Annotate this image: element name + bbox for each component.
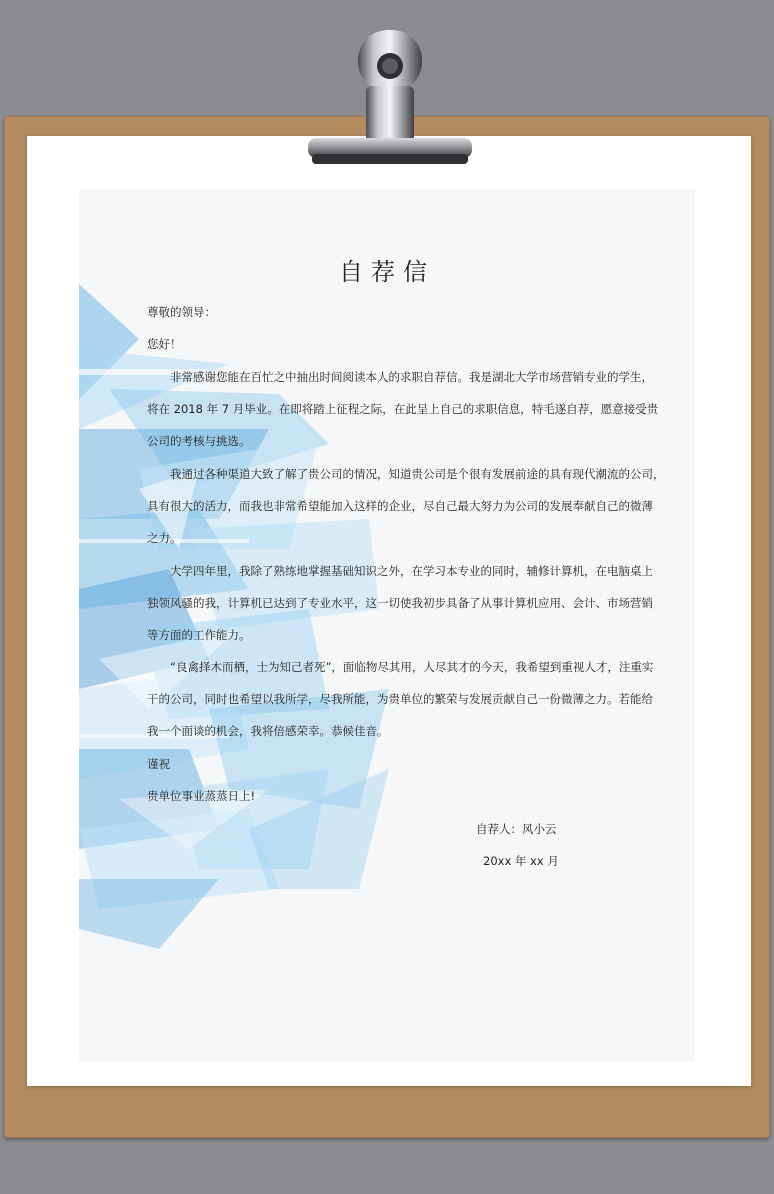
paragraph-3-line-3: 等方面的工作能力。	[147, 628, 251, 642]
letter-title: 自荐信	[339, 258, 435, 286]
date: 20xx 年 xx 月	[483, 854, 559, 868]
paragraph-3-line-2: 独领风骚的我，计算机已达到了专业水平，这一切使我初步具备了从事计算机应用、会计、市场营销	[147, 596, 653, 610]
paragraph-1-line-3: 公司的考核与挑选。	[147, 434, 251, 448]
paragraph-4-line-1: “良禽择木而栖，士为知己者死”，面临物尽其用，人尽其才的今天，我希望到重视人才，注重实	[170, 660, 654, 674]
paragraph-1-line-2: 将在 2018 年 7 月毕业。在即将踏上征程之际，在此呈上自己的求职信息，特毛遂自荐，愿意接受贵	[147, 402, 659, 416]
paragraph-2-line-3: 之力。	[147, 531, 182, 545]
paragraph-2-line-2: 具有很大的活力，而我也非常希望能加入这样的企业，尽自己最大努力为公司的发展奉献自己的微薄	[147, 499, 653, 513]
paragraph-2-line-1: 我通过各种渠道大致了解了贵公司的情况，知道贵公司是个很有发展前途的具有现代潮流的公司，	[170, 467, 665, 481]
paragraph-4-line-3: 我一个面谈的机会，我将倍感荣幸。恭候佳音。	[147, 724, 389, 738]
wishes: 贵单位事业蒸蒸日上!	[147, 789, 256, 803]
paragraph-4-line-2: 干的公司，同时也希望以我所学，尽我所能，为贵单位的繁荣与发展贡献自己一份微薄之力。若能给	[147, 692, 653, 706]
paragraph-3-line-1: 大学四年里，我除了熟练地掌握基础知识之外，在学习本专业的同时，辅修计算机，在电脑桌上	[170, 564, 653, 578]
paragraph-1-line-1: 非常感谢您能在百忙之中抽出时间阅读本人的求职自荐信。我是湖北大学市场营销专业的学生，	[170, 370, 653, 384]
signature: 自荐人：风小云	[476, 822, 557, 836]
closing: 谨祝	[147, 757, 170, 771]
salutation: 尊敬的领导：	[147, 305, 216, 319]
greeting: 您好！	[147, 337, 182, 351]
